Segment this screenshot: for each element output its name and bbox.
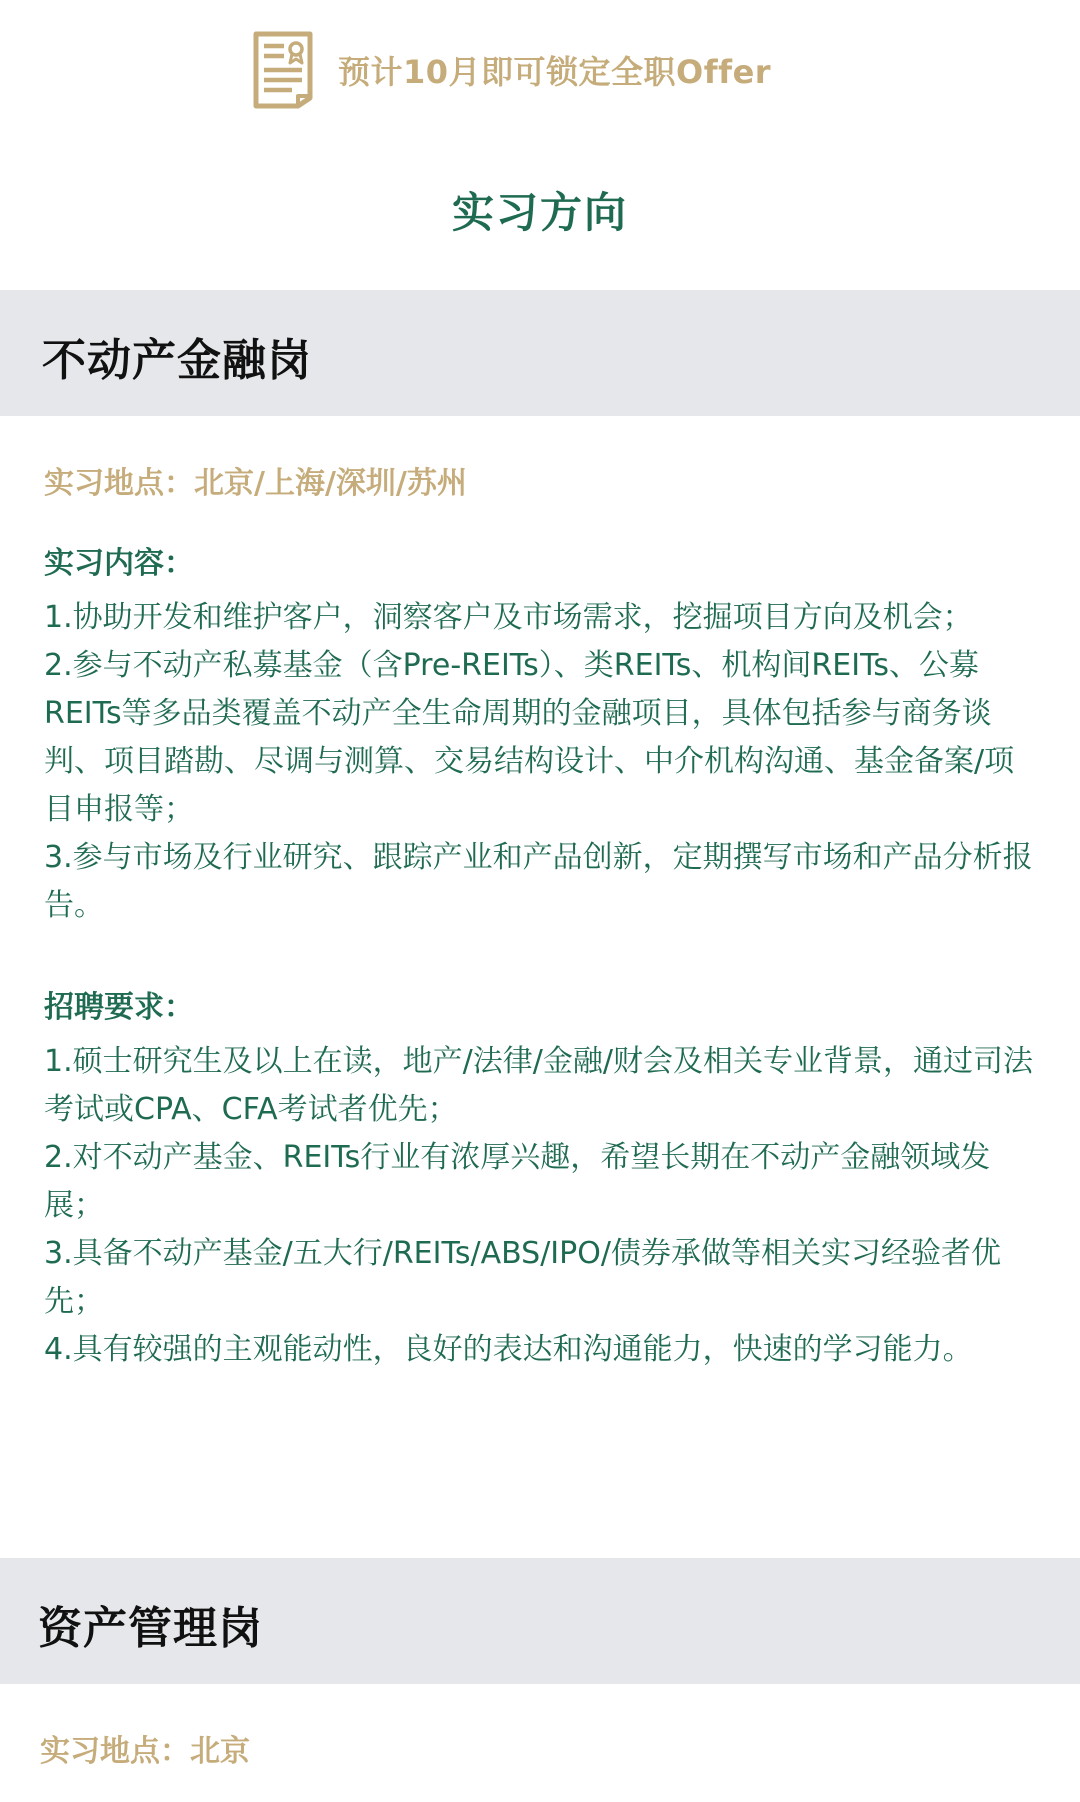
position-header-asset-management bbox=[0, 1558, 1080, 1684]
position-title: 不动产金融岗 bbox=[42, 335, 312, 386]
list-item: 3.具备不动产基金/五大行/REITs/ABS/IPO/债券承做等相关实习经验者优先； bbox=[44, 1236, 1001, 1319]
position-header-real-estate-finance bbox=[0, 290, 1080, 416]
content-list bbox=[44, 594, 1044, 930]
certificate-document-icon bbox=[250, 30, 316, 110]
content-heading: 实习内容： bbox=[44, 546, 194, 581]
requirements-list bbox=[44, 1038, 1044, 1374]
list-item: 2.对不动产基金、REITs行业有浓厚兴趣，希望长期在不动产金融领域发展； bbox=[44, 1140, 991, 1223]
banner-text: 预计10月即可锁定全职Offer bbox=[338, 53, 772, 91]
offer-banner bbox=[250, 30, 771, 110]
list-item: 2.参与不动产私募基金（含Pre-REITs）、类REITs、机构间REITs、公募REITs等多品类覆盖不动产全生命周期的金融项目，具体包括参与商务谈判、项目踏勘、尽调与测算、交易结构设计、中介机构沟通、基金备案/项目申报等； bbox=[44, 648, 1015, 827]
list-item: 1.协助开发和维护客户，洞察客户及市场需求，挖掘项目方向及机会； bbox=[44, 600, 973, 635]
list-item: 4.具有较强的主观能动性，良好的表达和沟通能力，快速的学习能力。 bbox=[44, 1332, 973, 1367]
section-title: 实习方向 bbox=[451, 188, 628, 237]
requirements-heading: 招聘要求： bbox=[44, 990, 194, 1025]
list-item: 3.参与市场及行业研究、跟踪产业和产品创新，定期撰写市场和产品分析报告。 bbox=[44, 840, 1033, 923]
position-title: 资产管理岗 bbox=[38, 1603, 263, 1654]
internship-location: 实习地点：北京/上海/深圳/苏州 bbox=[44, 466, 467, 501]
list-item: 1.硕士研究生及以上在读，地产/法律/金融/财会及相关专业背景，通过司法考试或CPA、CFA考试者优先； bbox=[44, 1044, 1033, 1127]
internship-location: 实习地点：北京 bbox=[40, 1734, 250, 1769]
